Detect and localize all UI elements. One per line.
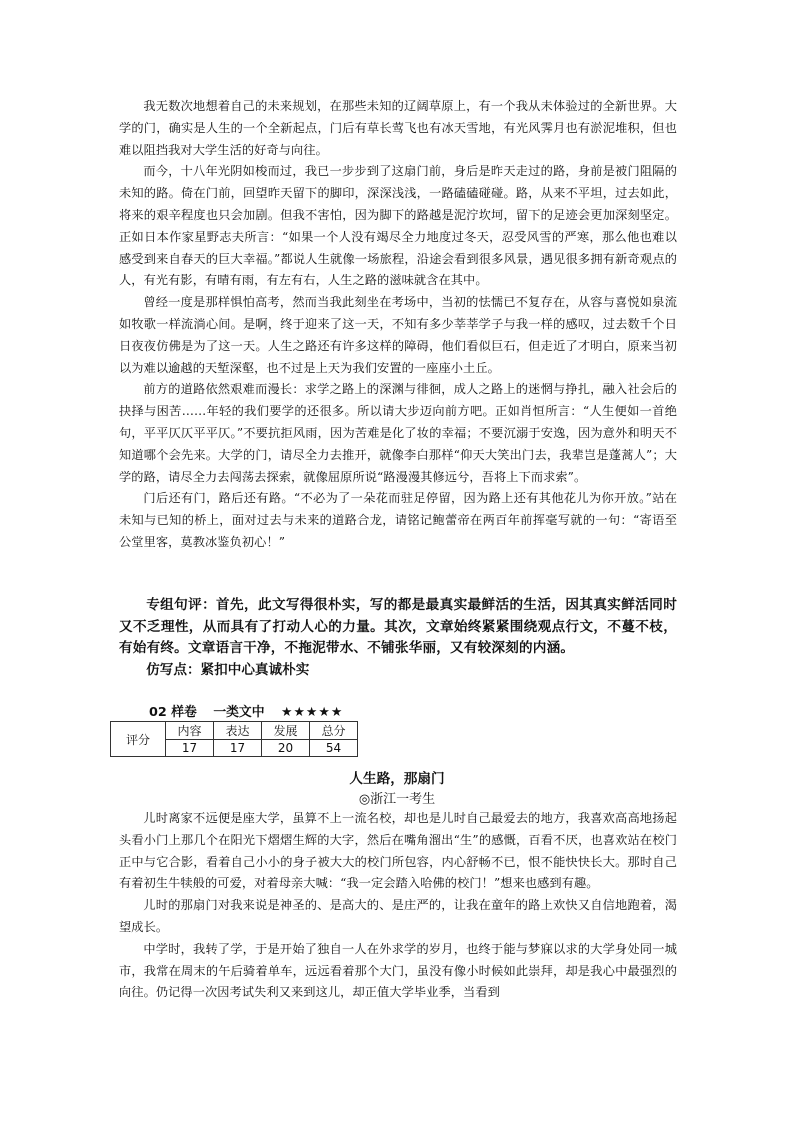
score-value: 20 bbox=[262, 740, 310, 757]
sample-category: 一类文中 bbox=[213, 705, 265, 720]
essay-body-top bbox=[119, 96, 677, 554]
paragraph: 而今，十八年光阴如梭而过，我已一步步到了这扇门前，身后是昨天走过的路，身前是被门阻隔的未知的路。倚在门前，回望昨天留下的脚印，深深浅浅，一路磕磕碰碰。路，从来不平坦，过去如此，将来的艰辛程度也只会加剧。但我不害怕，因为脚下的路越是泥泞坎坷，留下的足迹会更加深刻坚定。正如日本作家星野志夫所言：“如果一个人没有竭尽全力地度过冬天，忍受风雪的严寒，那么他也难以感受到来自春天的巨大幸福。”都说人生就像一场旅程，沿途会看到很多风景，遇见很多拥有新奇观点的人，有光有影，有晴有雨，有左有右，人生之路的滋味就含在其中。 bbox=[119, 164, 677, 288]
score-header: 发展 bbox=[262, 722, 310, 740]
score-header: 总分 bbox=[310, 722, 358, 740]
score-label: 评分 bbox=[111, 722, 166, 757]
rating-stars: ★★★★★ bbox=[280, 705, 344, 720]
essay-title: 人生路，那扇门 bbox=[349, 771, 445, 787]
score-header: 内容 bbox=[166, 722, 214, 740]
score-table bbox=[110, 721, 358, 757]
review-block bbox=[119, 595, 677, 681]
paragraph: 前方的道路依然艰难而漫长：求学之路上的深渊与徘徊，成人之路上的迷惘与挣扎，融入社会后的抉择与困苦……年轻的我们要学的还很多。所以请大步迈向前方吧。正如肖恒所言：“人生便如一首绝句，平平仄仄平平仄。”不要抗拒风雨，因为苦难是化了妆的幸福；不要沉溺于安逸，因为意外和明天不知道哪个会先来。大学的门，请尽全力去推开，就像李白那样“仰天大笑出门去，我辈岂是蓬蒿人”；大学的路，请尽全力去闯荡去探索，就像屈原所说“路漫漫其修远兮，吾将上下而求索”。 bbox=[119, 382, 677, 484]
essay-body-bottom bbox=[119, 808, 677, 1004]
paragraph: 儿时离家不远便是座大学，虽算不上一流名校，却也是儿时自己最爱去的地方，我喜欢高高地扬起头看小门上那几个在阳光下熠熠生辉的大字，然后在嘴角溜出“生”的感慨，百看不厌，也喜欢站在校门正中与它合影，看着自己小小的身子被大大的校门所包容，内心舒畅不已，恨不能快快长大。那时自己有着初生牛犊般的可爱，对着母亲大喊：“我一定会踏入哈佛的校门！”想来也感到有趣。 bbox=[119, 811, 677, 891]
essay-author: ◎浙江一考生 bbox=[358, 792, 436, 807]
paragraph: 我无数次地想着自己的未来规划，在那些未知的辽阔草原上，有一个我从未体验过的全新世界。大学的门，确实是人生的一个全新起点，门后有草长莺飞也有冰天雪地，有光风霁月也有淤泥堆积，但也难以阻挡我对大学生活的好奇与向往。 bbox=[119, 99, 677, 157]
score-value: 17 bbox=[214, 740, 262, 757]
paragraph: 中学时，我转了学，于是开始了独自一人在外求学的岁月，也终于能与梦寐以求的大学身处同一城市，我常在周末的午后骑着单车，远远看着那个大门，虽没有像小时候如此崇拜，却是我心中最强烈的向往。仍记得一次因考试失利又来到这儿，却正值大学毕业季，当看到 bbox=[119, 941, 677, 1000]
sample-number: 02 样卷 bbox=[149, 705, 197, 720]
score-value: 54 bbox=[310, 740, 358, 757]
sample-header bbox=[149, 701, 355, 720]
expert-comment: 专组句评：首先，此文写得很朴实，写的都是最真实最鲜活的生活，因其真实鲜活同时又不乏理性，从而具有了打动人心的力量。其次，文章始终紧紧围绕观点行文，不蔓不枝，有始有终。文章语言干净，不拖泥带水、不铺张华丽，又有较深刻的内涵。 bbox=[119, 597, 677, 656]
paragraph: 曾经一度是那样惧怕高考，然而当我此刻坐在考场中，当初的怯懦已不复存在，从容与喜悦如泉流如牧歌一样流淌心间。是啊，终于迎来了这一天，不知有多少莘莘学子与我一样的感叹，过去数千个日日夜夜仿佛是为了这一天。人生之路还有许多这样的障碍，他们看似巨石，但走近了才明白，原来当初以为难以逾越的天堑深壑，也不过是上天为我们安置的一座座小土丘。 bbox=[119, 295, 677, 375]
score-value: 17 bbox=[166, 740, 214, 757]
score-header: 表达 bbox=[214, 722, 262, 740]
paragraph: 儿时的那扇门对我来说是神圣的、是高大的、是庄严的，让我在童年的路上欢快又自信地跑着，渴望成长。 bbox=[119, 898, 677, 934]
paragraph: 门后还有门，路后还有路。“不必为了一朵花而驻足停留，因为路上还有其他花儿为你开放。”站在未知与已知的桥上，面对过去与未来的道路合龙，请铭记鲍蕾帝在两百年前挥毫写就的一句：“寄语至公堂里客，莫教冰鉴负初心！” bbox=[119, 491, 677, 549]
imitation-point: 仿写点：紧扣中心真诚朴实 bbox=[146, 661, 310, 678]
